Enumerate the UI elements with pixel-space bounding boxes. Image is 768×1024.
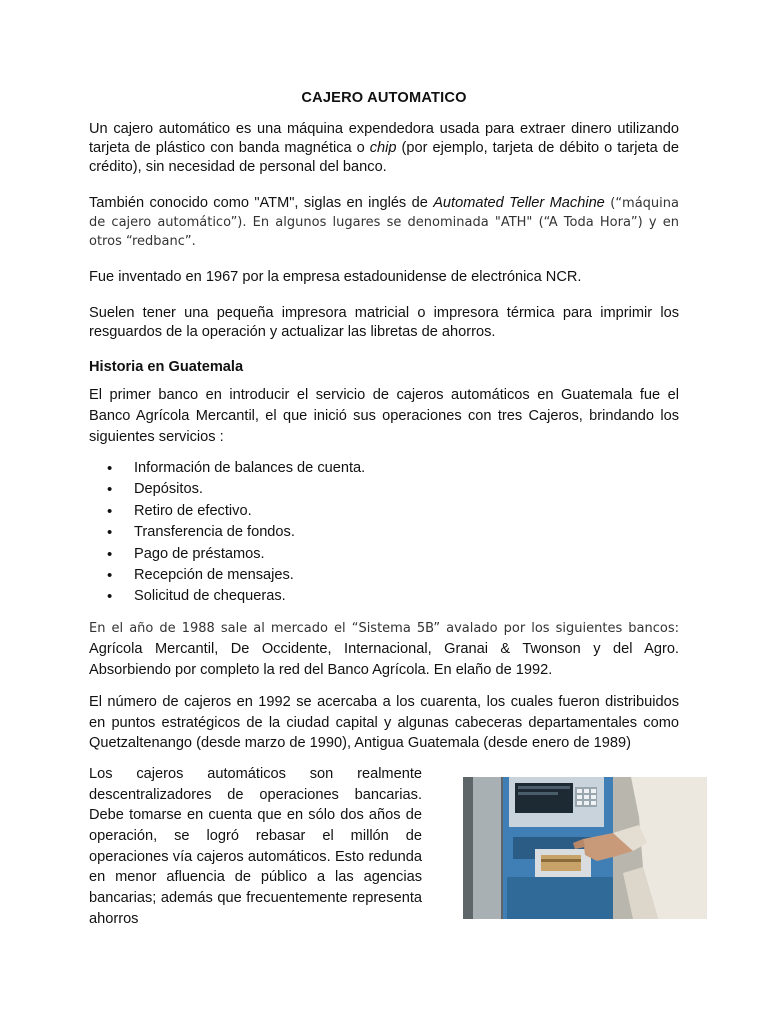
paragraph-printer: Suelen tener una pequeña impresora matricial o impresora térmica para imprimir los resguardos de la operación y actualizar las libretas de ahorros. (89, 305, 679, 340)
sistema-5b-rest: Agrícola Mercantil, De Occidente, Internacional, Granai & Twonson y del Agro. Absorbiendo por completo la red del Banco Agrícola. En elaño de 1992. (89, 641, 679, 678)
list-item: • Solicitud de chequeras. (134, 586, 679, 607)
paragraph-sistema-5b (89, 618, 679, 681)
list-item: • Pago de préstamos. (134, 544, 679, 565)
list-item: • Información de balances de cuenta. (134, 458, 679, 479)
list-item: • Depósitos. (134, 479, 679, 500)
sistema-5b-lead: En el año de 1988 sale al mercado el “Sistema 5B” avalado por los siguientes bancos: (89, 620, 679, 636)
document-title: CAJERO AUTOMATICO (301, 90, 467, 106)
atm-name-text-a: También conocido como "ATM", siglas en inglés de (89, 195, 434, 211)
services-list (89, 458, 679, 608)
paragraph-intro (89, 120, 679, 177)
list-item: • Transferencia de fondos. (134, 522, 679, 543)
paragraph-atm-count: El número de cajeros en 1992 se acercaba a los cuarenta, los cuales fueron distribuidos en puntos estratégicos de la ciudad capital y algunas cabeceras departamentales como Quetzaltenango (desde marzo de 1990), Antigua Guatemala (desde enero de 1989) (89, 694, 679, 752)
list-item: • Retiro de efectivo. (134, 501, 679, 522)
atm-photo-icon (463, 777, 707, 919)
paragraph-atm-name (89, 194, 679, 251)
section-heading-history: Historia en Guatemala (89, 359, 244, 375)
paragraph-decentralization: Los cajeros automáticos son realmente descentralizadores de operaciones bancarias. Debe tomarse en cuenta que en sólo dos años de operación, se logró rebasar el millón de operaciones vía cajeros automáticos. Esto redunda en menor afluencia de público a las agencias bancarias; además que frecuentemente representa ahorros (89, 765, 422, 927)
paragraph-invention: Fue inventado en 1967 por la empresa estadounidense de electrónica NCR. (89, 269, 582, 285)
paragraph-first-bank: El primer banco en introducir el servicio de cajeros automáticos en Guatemala fue el Banco Agrícola Mercantil, el que inició sus operaciones con tres Cajeros, brindando los siguientes servicios : (89, 387, 679, 445)
atm-english-term: Automated Teller Machine (433, 195, 605, 211)
intro-text-b: (por ejemplo, tarjeta de débito o tarjeta de crédito), sin necesidad de personal del banco. (89, 140, 680, 175)
intro-text-a: Un cajero automático es una máquina expendedora usada para extraer dinero utilizando tarjeta de plástico con banda magnética o (89, 121, 679, 156)
intro-chip-term: chip (369, 140, 397, 156)
atm-name-text-b: (“máquina de cajero automático”). En algunos lugares se denominada "ATH" (“A Toda Hora”) y en otros “redbanc”. (89, 196, 679, 249)
list-item: • Recepción de mensajes. (134, 565, 679, 586)
